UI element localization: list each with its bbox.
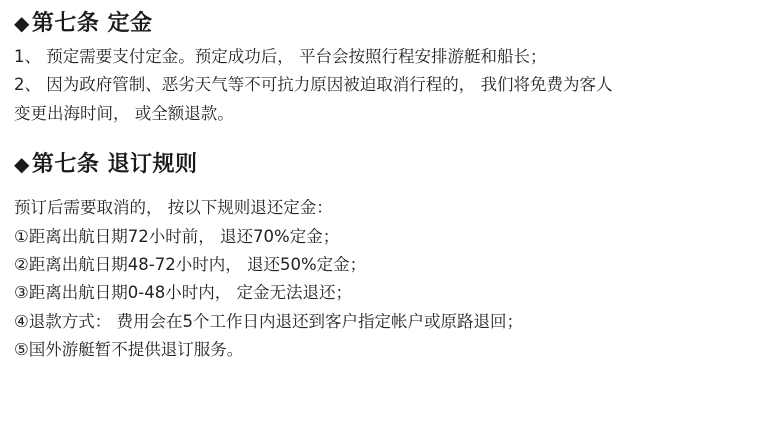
paragraph-line: 变更出海时间， 或全额退款。 bbox=[14, 104, 234, 124]
section-deposit bbox=[14, 10, 756, 129]
intro-line: 预订后需要取消的， 按以下规则退还定金： bbox=[14, 197, 333, 217]
section-body-deposit bbox=[14, 43, 756, 130]
rule-item: ⑤国外游艇暂不提供退订服务。 bbox=[14, 340, 244, 360]
paragraph-line: 1、 预定需要支付定金。预定成功后， 平台会按照行程安排游艇和船长； bbox=[14, 46, 547, 66]
section-heading-text: 第七条 退订规则 bbox=[31, 152, 198, 178]
diamond-icon: ◆ bbox=[14, 11, 30, 35]
section-heading-text: 第七条 定金 bbox=[31, 11, 153, 36]
section-cancellation bbox=[14, 151, 756, 364]
section-spacer bbox=[14, 129, 756, 151]
section-heading-deposit bbox=[14, 10, 756, 39]
diamond-icon: ◆ bbox=[14, 152, 30, 177]
heading-body-spacer bbox=[14, 184, 756, 194]
rule-item: ③距离出航日期0-48小时内， 定金无法退还； bbox=[14, 283, 352, 303]
paragraph-line: 2、 因为政府管制、恶劣天气等不可抗力原因被迫取消行程的， 我们将免费为客人 bbox=[14, 75, 613, 95]
section-body-cancellation bbox=[14, 194, 756, 365]
rule-item: ①距离出航日期72小时前， 退还70%定金； bbox=[14, 226, 340, 246]
rule-item: ②距离出航日期48-72小时内， 退还50%定金； bbox=[14, 255, 367, 275]
rule-item: ④退款方式： 费用会在5个工作日内退还到客户指定帐户或原路退回； bbox=[14, 311, 524, 331]
section-heading-cancellation bbox=[14, 151, 756, 180]
